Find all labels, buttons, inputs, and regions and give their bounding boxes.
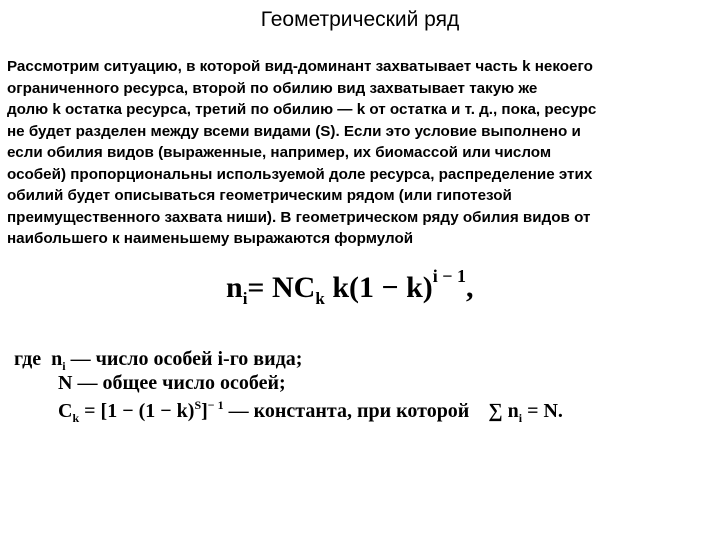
paragraph-line: не будет разделен между всеми видами (S). Если это условие выполнено и bbox=[7, 122, 581, 140]
definition-row-N bbox=[58, 372, 286, 395]
expression-exponent: S bbox=[194, 398, 202, 412]
symbol-N: N bbox=[58, 372, 73, 394]
formula-lhs: n bbox=[226, 271, 243, 304]
paragraph-line: наибольшего к наименьшему выражаются формулой bbox=[7, 230, 414, 247]
main-formula bbox=[226, 266, 474, 309]
definition-text: i-го вида; bbox=[217, 348, 303, 370]
paragraph-line: обилий будет описываться геометрическим рядом (или гипотезой bbox=[7, 187, 512, 204]
paragraph-line: Рассмотрим ситуацию, в которой вид-доминант захватывает часть k некоего bbox=[7, 58, 593, 75]
sum-result: = N. bbox=[522, 400, 563, 422]
definition-row-Ck bbox=[58, 398, 563, 426]
constant-expression: = [1 − (1 − k) bbox=[79, 400, 195, 422]
paragraph-line: долю k остатка ресурса, третий по обилию — k от остатка и т. д., пока, ресурс bbox=[7, 101, 597, 118]
definition-text: — константа, при которой bbox=[223, 400, 475, 422]
where-label: где bbox=[14, 348, 42, 370]
definition-text: — число особей bbox=[65, 348, 218, 370]
formula-rhs-middle: k(1 − k) bbox=[324, 271, 433, 304]
formula-rhs-subscript: k bbox=[315, 289, 325, 308]
constant-expression: ] bbox=[201, 400, 208, 422]
symbol-C: C bbox=[58, 400, 73, 422]
paragraph-line: если обилия видов (выраженные, например, их биомассой или числом bbox=[7, 144, 552, 161]
sum-subscript: i bbox=[518, 411, 523, 425]
symbol-n: n bbox=[51, 348, 63, 370]
symbol-subscript: k bbox=[72, 411, 80, 425]
definition-text: — общее число особей; bbox=[72, 372, 286, 394]
expression-exponent: − 1 bbox=[207, 398, 224, 412]
formula-lhs-subscript: i bbox=[242, 289, 248, 308]
formula-rhs-end: , bbox=[466, 271, 474, 304]
paragraph-line: ограниченного ресурса, второй по обилию вид захватывает такую же bbox=[7, 79, 538, 97]
intro-paragraph bbox=[7, 56, 719, 250]
definition-row-ni bbox=[14, 348, 302, 374]
sum-expression: ∑ n bbox=[488, 400, 519, 422]
paragraph-line: особей) пропорциональны используемой доле ресурса, распределение этих bbox=[7, 165, 593, 183]
symbol-subscript: i bbox=[62, 359, 66, 373]
paragraph-line: преимущественного захвата ниши). В геометрическом ряду обилия видов от bbox=[7, 208, 591, 226]
formula-exponent: i − 1 bbox=[432, 266, 467, 286]
formula-rhs-start: = NC bbox=[247, 271, 316, 304]
page-title: Геометрический ряд bbox=[260, 8, 460, 31]
